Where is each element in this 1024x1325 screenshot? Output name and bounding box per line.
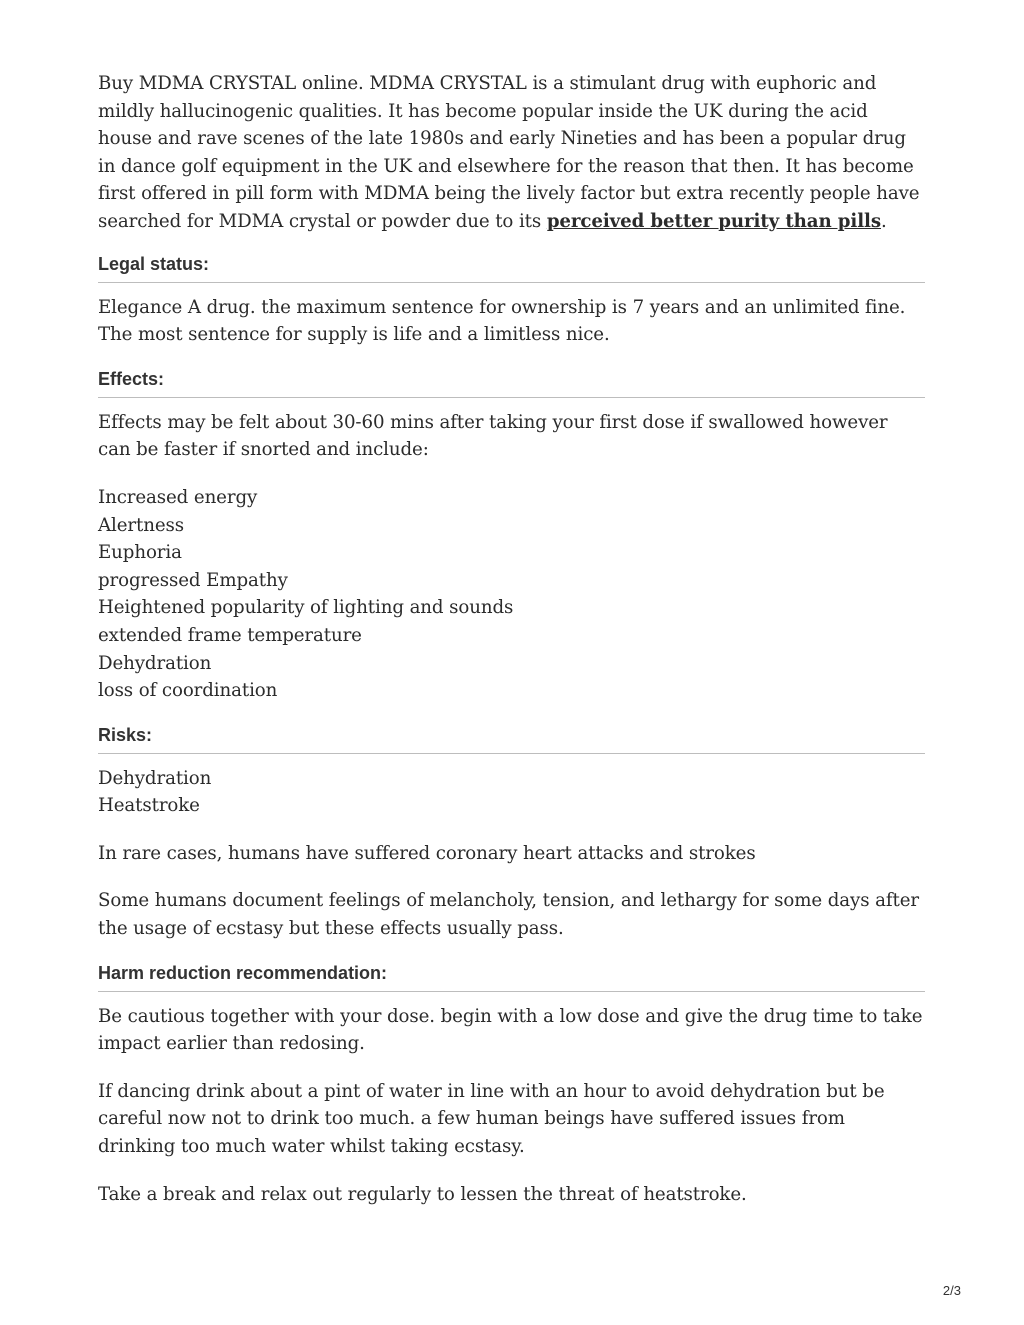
risks-list bbox=[98, 765, 925, 820]
document-body bbox=[98, 70, 925, 1228]
list-item: loss of coordination bbox=[98, 680, 278, 702]
list-item: Increased energy bbox=[98, 486, 258, 508]
intro-paragraph bbox=[98, 70, 925, 236]
intro-text: Buy MDMA CRYSTAL online. MDMA CRYSTAL is a stimulant drug with euphoric and mildly hallucinogenic qualities. It has become popular inside the UK during the acid house and rave scenes of the late 1980s and early Nineties and has been a popular drug in dance golf equipment in the UK and elsewhere for the reason that then. It has become first offered in pill form with MDMA being the lively factor but extra recently people have searched for MDMA crystal or powder due to its bbox=[98, 73, 920, 232]
list-item: progressed Empathy bbox=[98, 569, 288, 591]
legal-status-heading: Legal status: bbox=[98, 254, 925, 283]
list-item: extended frame temperature bbox=[98, 624, 362, 646]
harm-paragraph-water: If dancing drink about a pint of water in line with an hour to avoid dehydration but be careful now not to drink too much. a few human beings have suffered issues from drinking too much water whilst taking ecstasy. bbox=[98, 1080, 885, 1158]
harm-reduction-heading: Harm reduction recommendation: bbox=[98, 963, 925, 992]
purity-link[interactable]: perceived better purity than pills bbox=[546, 210, 881, 232]
risks-paragraph-feelings: Some humans document feelings of melancholy, tension, and lethargy for some days after the usage of ecstasy but these effects usually pass. bbox=[98, 890, 919, 940]
list-item: Alertness bbox=[98, 514, 184, 536]
risks-heading: Risks: bbox=[98, 725, 925, 754]
harm-paragraph-dose: Be cautious together with your dose. begin with a low dose and give the drug time to take impact earlier than redosing. bbox=[98, 1005, 923, 1055]
list-item: Heatstroke bbox=[98, 795, 200, 817]
effects-paragraph: Effects may be felt about 30-60 mins after taking your first dose if swallowed however can be faster if snorted and include: bbox=[98, 411, 888, 461]
list-item: Heightened popularity of lighting and sounds bbox=[98, 597, 514, 619]
risks-paragraph-rare-cases: In rare cases, humans have suffered coronary heart attacks and strokes bbox=[98, 842, 756, 864]
intro-period: . bbox=[880, 210, 887, 232]
list-item: Dehydration bbox=[98, 652, 212, 674]
list-item: Dehydration bbox=[98, 767, 212, 789]
legal-status-paragraph: Elegance A drug. the maximum sentence for ownership is 7 years and an unlimited fine. The most sentence for supply is life and a limitless nice. bbox=[98, 296, 906, 346]
list-item: Euphoria bbox=[98, 542, 182, 564]
effects-heading: Effects: bbox=[98, 369, 925, 398]
effects-list bbox=[98, 484, 925, 705]
page-number: 2/3 bbox=[942, 1283, 961, 1298]
harm-paragraph-break: Take a break and relax out regularly to lessen the threat of heatstroke. bbox=[98, 1183, 747, 1205]
